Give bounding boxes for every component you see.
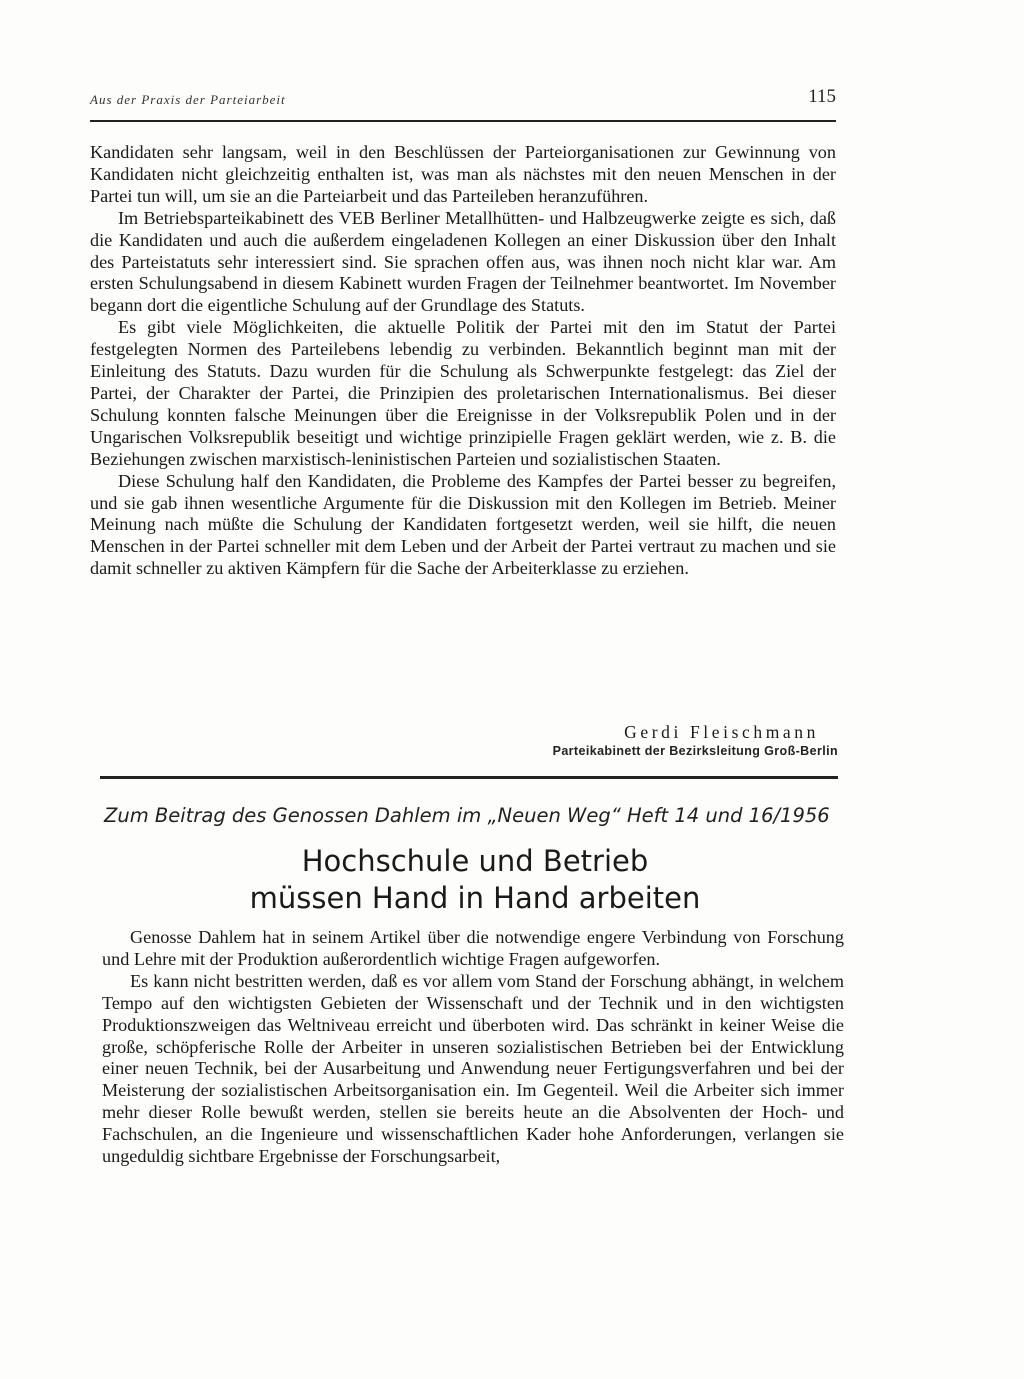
article-2-paragraph-2: Es kann nicht bestritten werden, daß es vor allem vom Stand der Forschung abhängt, in welchem Tempo auf den wichtigsten Gebieten der Wissenschaft und der Technik und in den wichtigsten Produktionszweigen das Weltniveau erreicht und überboten wird. Das schränkt in keiner Weise die große, schöpferische Rolle der Arbeiter in unseren sozialistischen Betrieben bei der Entwicklung einer neuen Technik, bei der Ausarbeitung und Anwendung neuer Fertigungsverfahren und bei der Meisterung der sozialistischen Arbeitsorganisation ein. Im Gegenteil. Weil die Arbeiter sich immer mehr dieser Rolle bewußt werden, stellen sie bereits heute an die Absolventen der Hoch- und Fachschulen, an die Ingenieure und wissenschaftlichen Kader hohe Anforderungen, verlangen sie ungeduldig sichtbare Ergebnisse der Forschungsarbeit, — [102, 970, 844, 1167]
running-head: Aus der Praxis der Parteiarbeit — [90, 92, 286, 107]
article-separator-rule — [100, 776, 838, 779]
article-2-title-line-1: Hochschule und Betrieb — [301, 844, 649, 878]
author-signature: Gerdi Fleischmann — [624, 722, 819, 742]
article-2-title — [90, 843, 860, 917]
article-1-paragraph-3: Es gibt viele Möglichkeiten, die aktuelle Politik der Partei mit den im Statut der Partei festgelegten Normen des Parteilebens lebendig zu verbinden. Bekanntlich beginnt man mit der Einleitung des Statuts. Dazu wurden für die Schulung als Schwerpunkte festgelegt: das Ziel der Partei, der Charakter der Partei, die Prinzipien des proletarischen Internationalismus. Bei dieser Schulung konnten falsche Meinungen über die Ereignisse in der Volksrepublik Polen und in der Ungarischen Volksrepublik beseitigt und wichtige prinzipielle Fragen geklärt werden, wie z. B. die Beziehungen zwischen marxistisch-leninistischen Parteien und sozialistischen Staaten. — [90, 317, 836, 469]
article-1-paragraph-1: Kandidaten sehr langsam, weil in den Beschlüssen der Parteiorganisationen zur Gewinnung von Kandidaten nicht gleichzeitig enthalten ist, was man als nächstes mit den neuen Menschen in der Partei tun will, um sie an die Parteiarbeit und das Parteileben heranzuführen. — [90, 142, 836, 206]
article-1-paragraph-2: Im Betriebsparteikabinett des VEB Berliner Metallhütten- und Halbzeugwerke zeigte es sich, daß die Kandidaten und auch die außerdem eingeladenen Kollegen an einer Diskussion über den Inhalt des Parteistatuts sehr interessiert sind. Sie sprachen offen aus, was ihnen noch nicht klar war. Am ersten Schulungsabend in diesem Kabinett wurden Fragen der Teilnehmer beantwortet. Im November begann dort die eigentliche Schulung auf der Grundlage des Statuts. — [90, 207, 836, 316]
article-1-paragraph-4: Diese Schulung half den Kandidaten, die Probleme des Kampfes der Partei besser zu begreifen, und sie gab ihnen wesentliche Argumente für die Diskussion mit den Kollegen im Betrieb. Meiner Meinung nach müßte die Schulung der Kandidaten fortgesetzt werden, weil sie hilft, die neuen Menschen in der Partei schneller mit dem Leben und der Arbeit der Partei vertraut zu machen und sie damit schneller zu aktiven Kämpfern für die Sache der Arbeiterklasse zu erziehen. — [90, 470, 836, 579]
author-affiliation: Parteikabinett der Bezirksleitung Groß-Berlin — [552, 744, 838, 758]
article-2-body — [102, 927, 844, 1168]
page-number: 115 — [808, 86, 836, 107]
header-rule — [90, 120, 836, 122]
article-2-paragraph-1: Genosse Dahlem hat in seinem Artikel über die notwendige engere Verbindung von Forschung und Lehre mit der Produktion außerordentlich wichtige Fragen aufgeworfen. — [102, 927, 844, 969]
article-1-body — [90, 142, 836, 580]
article-2-title-line-2: müssen Hand in Hand arbeiten — [249, 881, 701, 915]
article-2-kicker: Zum Beitrag des Genossen Dahlem im „Neuen Weg“ Heft 14 und 16/1956 — [104, 804, 830, 827]
